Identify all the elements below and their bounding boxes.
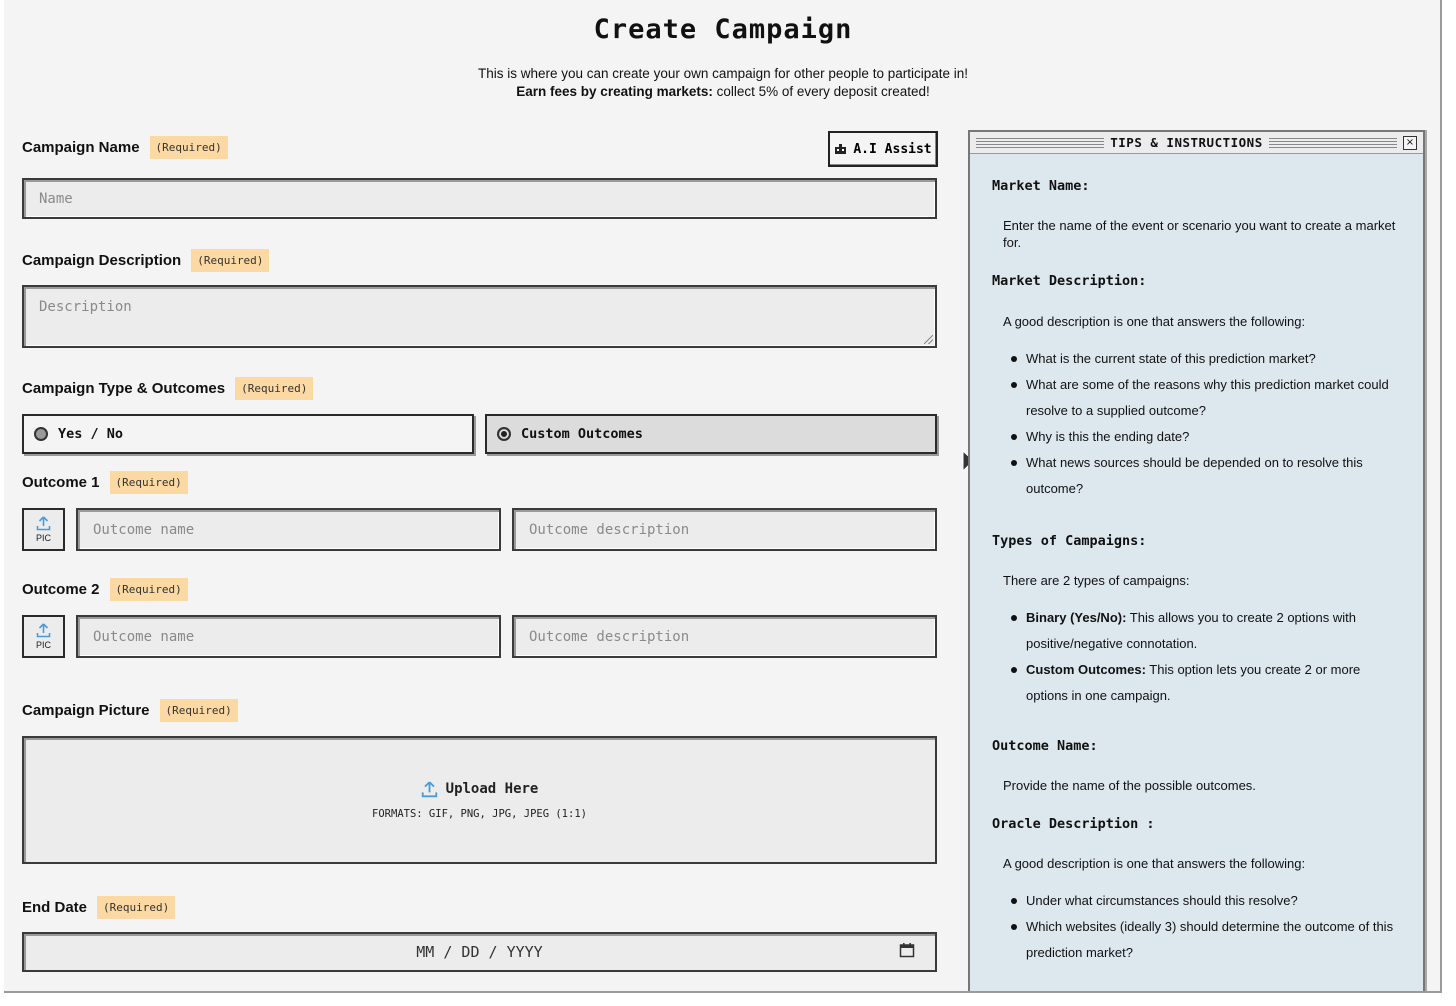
upload-icon	[421, 781, 438, 798]
option-yes-no[interactable]	[22, 414, 474, 454]
upload-icon	[36, 516, 51, 531]
outcome-1-label-row	[22, 471, 188, 494]
outcome-2-name-placeholder: Outcome name	[93, 628, 195, 645]
list-item-text: This option lets you create 2 or more options in one campaign.	[1026, 662, 1361, 703]
tips-instructions-panel	[968, 130, 1425, 993]
market-description-heading: Market Description:	[992, 273, 1147, 289]
upload-title	[421, 781, 539, 798]
outcome-1-name-placeholder: Outcome name	[93, 521, 195, 538]
upload-icon	[36, 623, 51, 638]
types-list	[1009, 605, 1404, 709]
market-name-text: Enter the name of the event or scenario you want to create a market for.	[1003, 218, 1396, 250]
required-badge: (Required)	[160, 699, 238, 722]
robot-icon	[834, 144, 847, 155]
upload-formats-text: FORMATS: GIF, PNG, JPG, JPEG (1:1)	[372, 807, 587, 820]
list-item: What is the current state of this prediction market?	[1009, 346, 1404, 372]
end-date-label-row	[22, 896, 175, 919]
outcome-2-description-placeholder: Outcome description	[529, 628, 690, 645]
outcome-name-heading: Outcome Name:	[992, 738, 1098, 754]
required-badge: (Required)	[150, 136, 228, 159]
campaign-type-label-row	[22, 377, 313, 400]
types-text: There are 2 types of campaigns:	[1003, 573, 1190, 588]
fees-text	[4, 84, 1442, 99]
campaign-description-textarea[interactable]	[22, 285, 937, 348]
create-campaign-page	[4, 0, 1442, 993]
list-item-bold: Binary (Yes/No):	[1026, 610, 1127, 625]
option-custom-outcomes[interactable]	[485, 414, 937, 454]
list-item	[1009, 657, 1404, 709]
outcome-1-description-input[interactable]	[512, 508, 937, 551]
radio-selected-icon	[497, 427, 511, 441]
outcome-2-pic-button[interactable]	[22, 615, 65, 658]
close-icon[interactable]: ×	[1403, 136, 1417, 150]
required-badge: (Required)	[191, 249, 269, 272]
pic-label: PIC	[35, 640, 51, 650]
required-badge: (Required)	[97, 896, 175, 919]
outcome-1-label: Outcome 1	[22, 474, 100, 491]
outcome-name-text: Provide the name of the possible outcomes.	[1003, 778, 1256, 793]
campaign-name-input[interactable]	[22, 178, 937, 219]
ai-assist-button[interactable]	[828, 131, 938, 167]
option-yes-no-label: Yes / No	[58, 426, 124, 442]
calendar-icon[interactable]	[899, 942, 915, 958]
tips-title-bar[interactable]	[970, 132, 1423, 154]
list-item	[1009, 605, 1404, 657]
page-title: Create Campaign	[593, 14, 853, 45]
end-date-input[interactable]	[22, 932, 937, 972]
ai-assist-label: A.I Assist	[853, 141, 932, 157]
list-item: Which websites (ideally 3) should determine the outcome of this prediction market?	[1009, 914, 1404, 966]
oracle-description-list	[1009, 888, 1404, 966]
title-bar-stripes	[1269, 138, 1397, 148]
list-item: What news sources should be depended on to resolve this outcome?	[1009, 450, 1404, 502]
campaign-name-label: Campaign Name	[22, 139, 140, 156]
outcome-2-description-input[interactable]	[512, 615, 937, 658]
radio-unselected-icon	[34, 427, 48, 441]
list-item: Why is this the ending date?	[1009, 424, 1404, 450]
campaign-picture-label-row	[22, 699, 238, 722]
end-date-placeholder: MM / DD / YYYY	[416, 943, 543, 961]
required-badge: (Required)	[110, 471, 188, 494]
campaign-description-label: Campaign Description	[22, 252, 182, 269]
title-bar-stripes	[976, 138, 1104, 148]
fees-text-bold: Earn fees by creating markets:	[516, 84, 713, 99]
campaign-name-placeholder: Name	[39, 190, 73, 207]
campaign-picture-upload-area[interactable]	[22, 736, 937, 864]
outcome-1-name-input[interactable]	[76, 508, 501, 551]
outcome-2-name-input[interactable]	[76, 615, 501, 658]
option-custom-outcomes-label: Custom Outcomes	[521, 426, 643, 442]
list-item: What are some of the reasons why this prediction market could resolve to a supplied outcome?	[1009, 372, 1404, 424]
market-name-heading: Market Name:	[992, 178, 1090, 194]
campaign-type-label: Campaign Type & Outcomes	[22, 380, 226, 397]
market-description-text: A good description is one that answers the following:	[1003, 314, 1306, 329]
list-item: Under what circumstances should this resolve?	[1009, 888, 1404, 914]
tips-title: TIPS & INSTRUCTIONS	[1110, 135, 1263, 150]
campaign-picture-label: Campaign Picture	[22, 702, 150, 719]
types-heading: Types of Campaigns:	[992, 533, 1147, 549]
oracle-description-heading: Oracle Description :	[992, 816, 1155, 832]
fees-text-rest: collect 5% of every deposit created!	[712, 84, 930, 99]
outcome-1-pic-button[interactable]	[22, 508, 65, 551]
outcome-2-label: Outcome 2	[22, 581, 100, 598]
end-date-label: End Date	[22, 899, 88, 916]
campaign-description-placeholder: Description	[39, 299, 132, 315]
pic-label: PIC	[35, 533, 51, 543]
required-badge: (Required)	[110, 578, 188, 601]
market-description-list	[1009, 346, 1404, 502]
outcome-2-label-row	[22, 578, 188, 601]
required-badge: (Required)	[235, 377, 313, 400]
outcome-1-description-placeholder: Outcome description	[529, 521, 690, 538]
upload-here-label: Upload Here	[445, 781, 539, 797]
oracle-description-text: A good description is one that answers the following:	[1003, 856, 1306, 871]
list-item-text: This allows you to create 2 options with positive/negative connotation.	[1026, 610, 1356, 651]
resize-grip-icon[interactable]	[924, 335, 933, 344]
intro-text: This is where you can create your own campaign for other people to participate in!	[477, 66, 968, 81]
campaign-description-label-row	[22, 249, 269, 272]
campaign-name-label-row	[22, 136, 228, 159]
list-item-bold: Custom Outcomes:	[1026, 662, 1146, 677]
